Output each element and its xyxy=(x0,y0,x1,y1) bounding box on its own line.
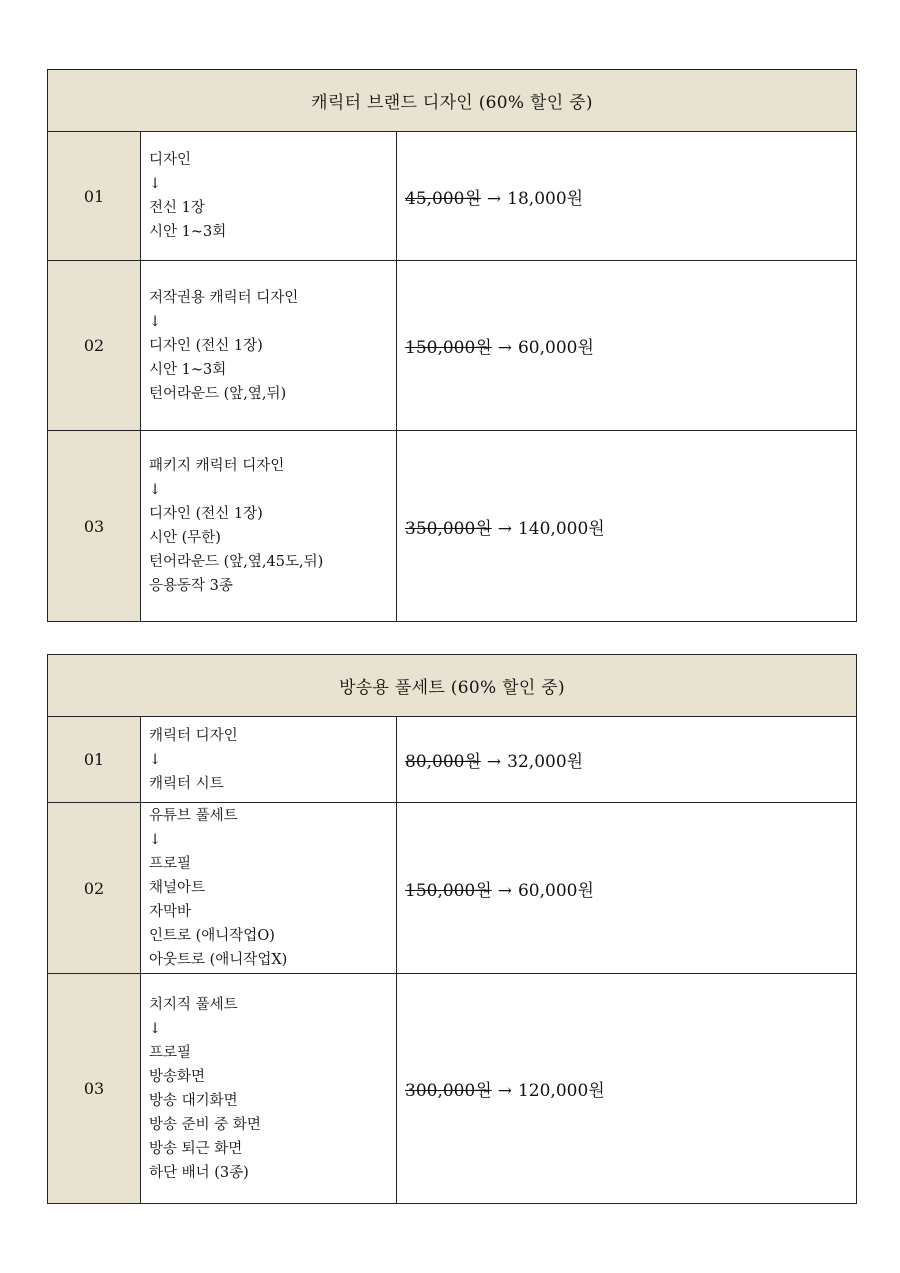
old-price: 300,000원 xyxy=(405,1081,492,1101)
row-description xyxy=(141,803,397,974)
description-line: 캐릭터 디자인 xyxy=(149,727,238,744)
right-arrow-icon: → xyxy=(497,880,512,901)
row-description xyxy=(141,717,397,803)
description-line: 시안 (무한) xyxy=(149,530,221,546)
right-arrow-icon: → xyxy=(497,1081,512,1101)
table-row xyxy=(48,717,857,803)
description-line: 방송 준비 중 화면 xyxy=(149,1116,261,1133)
description-line: 아웃트로 (애니작업X) xyxy=(149,952,288,968)
description-line: 치지직 풀세트 xyxy=(149,996,238,1013)
row-price xyxy=(397,261,857,431)
table-row xyxy=(48,803,857,974)
description-line: ↓ xyxy=(149,832,162,848)
description-line: ↓ xyxy=(149,482,162,498)
description-line: 디자인 (전신 1장) xyxy=(149,337,263,354)
right-arrow-icon: → xyxy=(497,518,512,539)
row-number: 02 xyxy=(48,803,141,974)
old-price: 150,000원 xyxy=(405,880,492,901)
row-price xyxy=(397,132,857,261)
description-line: 디자인 (전신 1장) xyxy=(149,506,263,522)
old-price: 45,000원 xyxy=(405,188,481,209)
description-line: 디자인 xyxy=(149,152,192,168)
description-line: 자막바 xyxy=(149,904,192,920)
description-line: ↓ xyxy=(149,313,162,330)
new-price: 120,000원 xyxy=(517,1081,605,1101)
description-line: 프로필 xyxy=(149,856,192,872)
row-number: 03 xyxy=(48,974,141,1204)
row-price xyxy=(397,803,857,974)
table-row xyxy=(48,431,857,622)
description-line: 전신 1장 xyxy=(149,200,205,216)
row-number: 01 xyxy=(48,132,141,261)
new-price: 18,000원 xyxy=(507,188,584,209)
description-line: 패키지 캐릭터 디자인 xyxy=(149,458,285,474)
description-line: 프로필 xyxy=(149,1044,192,1061)
description-line: 턴어라운드 (앞,옆,45도,뒤) xyxy=(149,554,324,570)
description-line: 시안 1~3회 xyxy=(149,361,227,378)
row-number: 02 xyxy=(48,261,141,431)
section-title: 캐릭터 브랜드 디자인 (60% 할인 중) xyxy=(48,70,857,132)
table-row xyxy=(48,132,857,261)
right-arrow-icon: → xyxy=(497,338,512,358)
description-line: 캐릭터 시트 xyxy=(149,775,224,792)
description-line: 인트로 (애니작업O) xyxy=(149,928,275,944)
row-description xyxy=(141,431,397,622)
new-price: 60,000원 xyxy=(517,880,594,901)
new-price: 32,000원 xyxy=(507,752,584,772)
table-row xyxy=(48,974,857,1204)
description-line: 방송 퇴근 화면 xyxy=(149,1140,243,1157)
old-price: 80,000원 xyxy=(405,752,481,772)
description-line: 방송화면 xyxy=(149,1068,206,1085)
right-arrow-icon: → xyxy=(486,188,502,209)
new-price: 60,000원 xyxy=(517,338,594,358)
new-price: 140,000원 xyxy=(517,518,605,539)
row-price xyxy=(397,974,857,1204)
description-line: ↓ xyxy=(149,1020,162,1037)
row-number: 03 xyxy=(48,431,141,622)
price-table-character-brand xyxy=(47,69,857,622)
description-line: 턴어라운드 (앞,옆,뒤) xyxy=(149,385,287,402)
description-line: 채널아트 xyxy=(149,880,206,896)
row-description xyxy=(141,261,397,431)
description-line: 방송 대기화면 xyxy=(149,1092,238,1109)
row-price xyxy=(397,717,857,803)
description-line: 응용동작 3종 xyxy=(149,578,233,594)
row-description xyxy=(141,132,397,261)
old-price: 350,000원 xyxy=(405,518,492,539)
description-line: 하단 배너 (3종) xyxy=(149,1164,249,1181)
row-price xyxy=(397,431,857,622)
description-line: ↓ xyxy=(149,176,162,192)
description-line: 시안 1~3회 xyxy=(149,224,227,240)
row-number: 01 xyxy=(48,717,141,803)
description-line: 저작권용 캐릭터 디자인 xyxy=(149,289,299,306)
old-price: 150,000원 xyxy=(405,338,492,358)
description-line: 유튜브 풀세트 xyxy=(149,808,238,824)
section-title: 방송용 풀세트 (60% 할인 중) xyxy=(48,655,857,717)
row-description xyxy=(141,974,397,1204)
table-row xyxy=(48,261,857,431)
right-arrow-icon: → xyxy=(486,752,502,772)
description-line: ↓ xyxy=(149,751,162,768)
price-table-broadcast-set xyxy=(47,654,857,1204)
